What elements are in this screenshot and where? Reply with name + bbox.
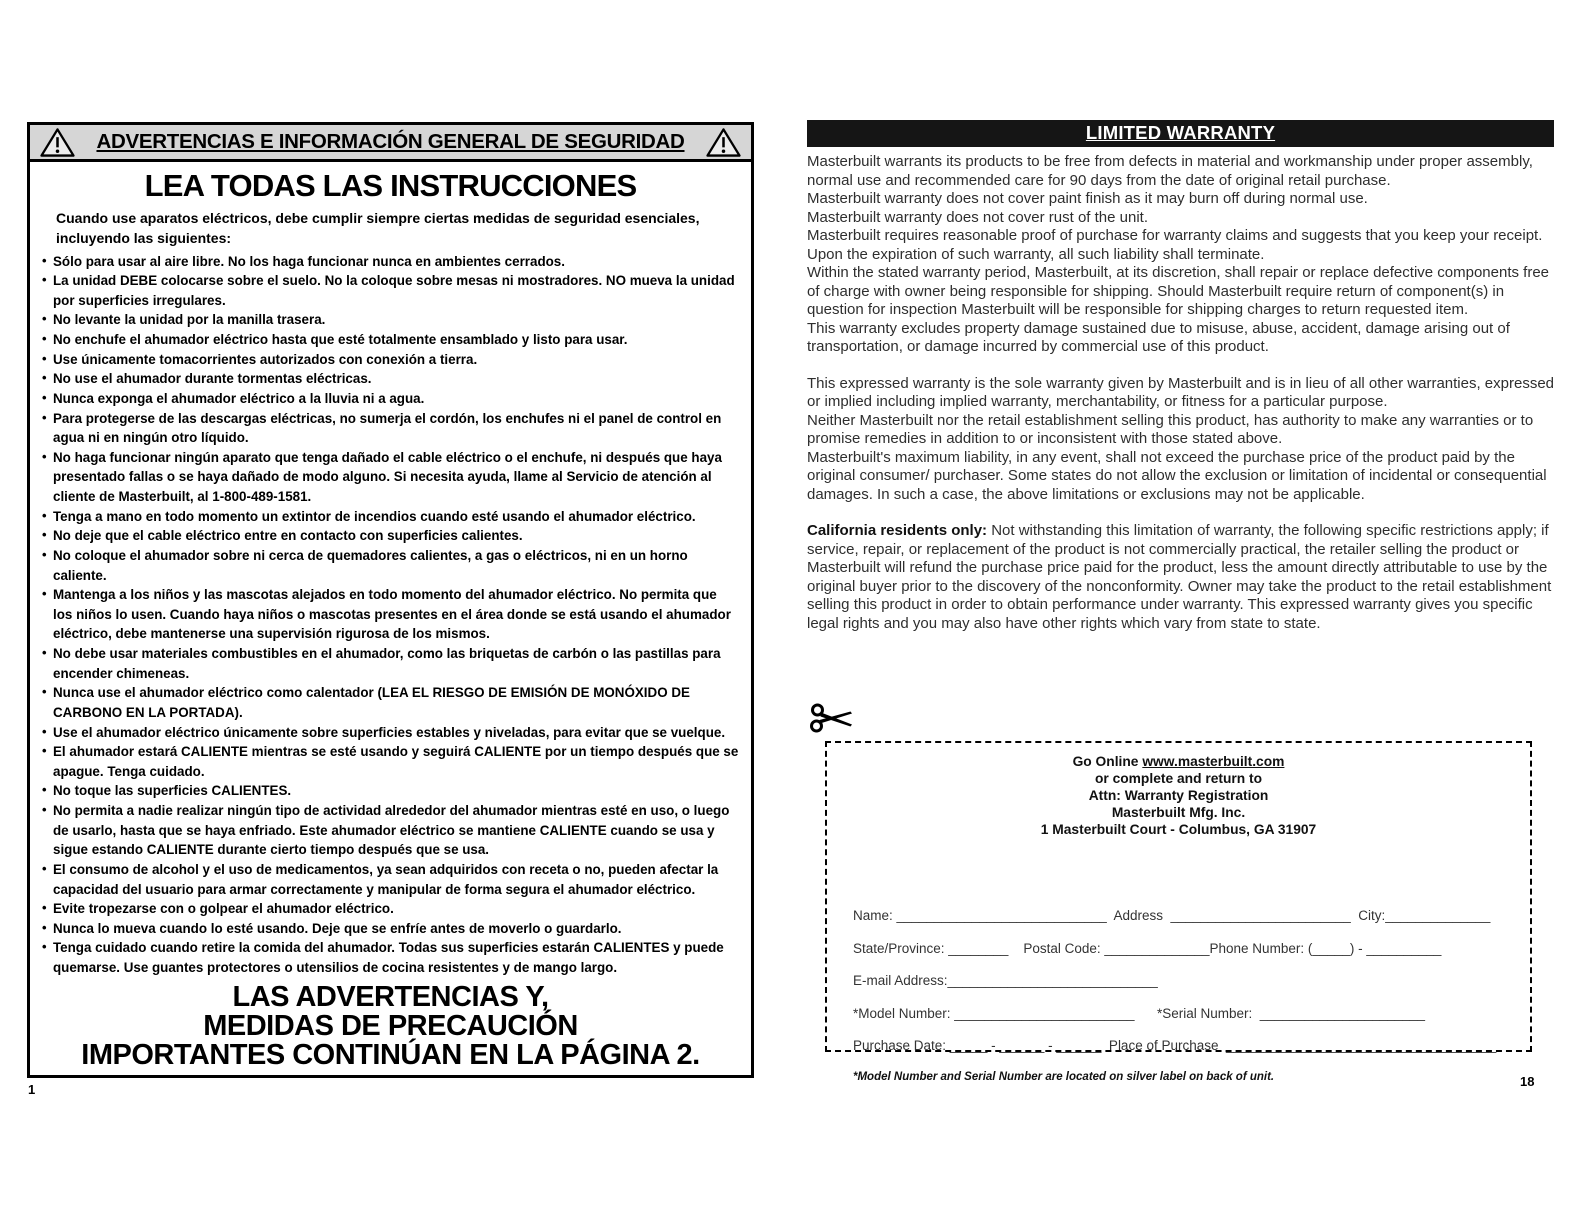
warranty-text bbox=[807, 153, 1555, 633]
warranty-line-block: This warranty excludes property damage sustained due to misuse, abuse, accident, damage arising out of transportation, or damage incurred by commercial use of this product. bbox=[807, 319, 1510, 355]
safety-bullet bbox=[42, 899, 739, 919]
safety-bullet-text: No use el ahumador durante tormentas eléctricas. bbox=[53, 371, 372, 387]
safety-bullet-text: No toque las superficies CALIENTES. bbox=[53, 783, 292, 799]
mailing-address-line: Masterbuilt Mfg. Inc. bbox=[1111, 805, 1246, 820]
safety-bullet-text: Sólo para usar al aire libre. No los haga funcionar nunca en ambientes cerrados. bbox=[53, 253, 565, 269]
safety-bullet bbox=[42, 409, 739, 448]
warranty-line-block: Masterbuilt warranty does not cover paint finish as it may burn off during normal use. bbox=[807, 190, 1368, 207]
safety-bullet-text: No enchufe el ahumador eléctrico hasta que esté totalmente ensamblado y listo para usar. bbox=[53, 332, 628, 348]
safety-body bbox=[30, 162, 751, 1112]
warranty-line-block: Masterbuilt requires reasonable proof of purchase for warranty claims and suggests that you keep your receipt. Upon the expiration of such warranty, all such liability shall terminate. bbox=[807, 227, 1543, 263]
warnings-continue-line: IMPORTANTES CONTINÚAN EN LA PÁGINA 2. bbox=[81, 1039, 700, 1071]
safety-bullet bbox=[42, 448, 739, 507]
scissors-icon bbox=[810, 700, 861, 741]
bullet-dot-icon: • bbox=[42, 743, 47, 759]
mailing-address-line: Attn: Warranty Registration bbox=[1088, 788, 1269, 803]
read-all-instructions-title: LEA TODAS LAS INSTRUCCIONES bbox=[144, 168, 637, 203]
bullet-dot-icon: • bbox=[42, 900, 47, 916]
page-number-right: 18 bbox=[1520, 1074, 1535, 1089]
safety-bullet-text: El consumo de alcohol y el uso de medicamentos, ya sean adquiridos con receta o no, pueden afectar la capacidad del usuario para armar correctamente y manipular de forma segura el ahumador eléctrico. bbox=[53, 861, 719, 897]
registration-field-line: Name: ____________________________ Address ________________________ City:______________ bbox=[853, 908, 1491, 923]
bullet-dot-icon: • bbox=[42, 370, 47, 386]
bullet-dot-icon: • bbox=[42, 802, 47, 818]
warranty-line-block: This expressed warranty is the sole warranty given by Masterbuilt and is in lieu of all other warranties, expressed or implied including implied warranty, merchantability, or fitness for a particular purpose. bbox=[807, 374, 1555, 410]
masterbuilt-url: www.masterbuilt.com bbox=[1142, 754, 1285, 769]
safety-bullet bbox=[42, 310, 739, 330]
safety-bullet-text: No haga funcionar ningún aparato que tenga dañado el cable eléctrico o el enchufe, ni después que haya presentado fallas o se haya dañado de modo alguno. Si necesita ayuda, llame al Servicio de atención al cliente de Masterbuilt, al 1-800-489-1581. bbox=[53, 449, 722, 505]
bullet-dot-icon: • bbox=[42, 272, 47, 288]
bullet-dot-icon: • bbox=[42, 645, 47, 661]
warranty-paragraph-2 bbox=[807, 375, 1555, 505]
bullet-dot-icon: • bbox=[42, 311, 47, 327]
registration-fields bbox=[853, 863, 1530, 1053]
safety-bullet-text: La unidad DEBE colocarse sobre el suelo. No la coloque sobre mesas ni mostradores. NO mueva la unidad por superficies irregulares. bbox=[53, 273, 735, 308]
bullet-dot-icon: • bbox=[42, 546, 47, 562]
safety-bullet-text: El ahumador estará CALIENTE mientras se esté usando y seguirá CALIENTE por un tiempo después que se apague. Tenga cuidado. bbox=[53, 744, 739, 779]
mailing-address-line: 1 Masterbuilt Court - Columbus, GA 31907 bbox=[1040, 822, 1317, 837]
bullet-dot-icon: • bbox=[42, 252, 47, 268]
bullet-dot-icon: • bbox=[42, 723, 47, 739]
registration-address-block bbox=[827, 753, 1530, 838]
safety-bullet-text: Nunca use el ahumador eléctrico como calentador (LEA EL RIESGO DE EMISIÓN DE MONÓXIDO DE CARBONO EN LA PORTADA). bbox=[53, 685, 690, 720]
california-residents-text: Not withstanding this limitation of warranty, the following specific restrictions apply; if service, repair, or replacement of the product is not commercially practical, the retailer selling the product or Masterbuilt will refund the purchase price paid for the product, less the amount directly attributable to use by the original buyer prior to the discovery of the nonconformity. Owner may take the product to the retail establishment selling this product in order to obtain performance under warranty. This expressed warranty gives you specific legal rights and you may also have other rights which vary from state to state. bbox=[807, 522, 1552, 632]
safety-bullet bbox=[42, 585, 739, 644]
warranty-line-block: Masterbuilt warranty does not cover rust of the unit. bbox=[807, 208, 1148, 226]
go-online-text: Go Online bbox=[1072, 754, 1143, 769]
safety-bullet bbox=[42, 919, 739, 939]
safety-bullet bbox=[42, 860, 739, 899]
bullet-dot-icon: • bbox=[42, 389, 47, 405]
safety-bullet bbox=[42, 330, 739, 350]
registration-field-line: Purchase Date: _____ - ______ - ______ Place of Purchase ____________________________________ bbox=[853, 1038, 1497, 1053]
safety-bullet bbox=[42, 369, 739, 389]
limited-warranty-header-bar bbox=[807, 120, 1554, 147]
registration-field-line: E-mail Address:____________________________ bbox=[853, 973, 1158, 988]
safety-bullet-text: Nunca exponga el ahumador eléctrico a la lluvia ni a agua. bbox=[53, 390, 425, 406]
bullet-dot-icon: • bbox=[42, 350, 47, 366]
bullet-dot-icon: • bbox=[42, 331, 47, 347]
mailing-address-line: or complete and return to bbox=[1094, 771, 1263, 786]
safety-bullet bbox=[42, 389, 739, 409]
safety-bullet bbox=[42, 644, 739, 683]
bullet-dot-icon: • bbox=[42, 939, 47, 955]
warnings-continue-line: MEDIDAS DE PRECAUCIÓN bbox=[203, 1010, 578, 1042]
registration-field-line: *Model Number: ________________________ *Serial Number: ______________________ bbox=[853, 1005, 1425, 1021]
safety-bullet bbox=[42, 723, 739, 743]
warranty-line-block: Within the stated warranty period, Masterbuilt, at its discretion, shall repair or replace defective components free of charge with owner being responsible for shipping. Should Masterbuilt require return of component(s) in question for inspection Masterbuilt will be responsible for shipping charges to return requested item. bbox=[807, 264, 1550, 318]
california-residents-paragraph bbox=[807, 522, 1555, 633]
page-number-left: 1 bbox=[28, 1082, 36, 1097]
bullet-dot-icon: • bbox=[42, 527, 47, 543]
safety-bullet-text: Tenga cuidado cuando retire la comida del ahumador. Todas sus superficies estarán CALIENTES y puede quemarse. Use guantes protectores o utensilios de cocina resistentes y de mango largo. bbox=[53, 940, 724, 976]
safety-header-title: ADVERTENCIAS E INFORMACIÓN GENERAL DE SEGURIDAD bbox=[96, 130, 685, 153]
safety-bullet-text: Nunca lo mueva cuando lo esté usando. Deje que se enfríe antes de moverlo o guardarlo. bbox=[53, 920, 622, 936]
mailing-address-lines bbox=[827, 770, 1530, 838]
safety-bullet-text: Para protegerse de las descargas eléctricas, no sumerja el cordón, los enchufes ni el panel de control en agua ni en ningún otro líquido. bbox=[53, 410, 722, 446]
safety-intro: Cuando use aparatos eléctricos, debe cumplir siempre ciertas medidas de seguridad esenciales, incluyendo las siguientes: bbox=[56, 210, 700, 247]
bullet-dot-icon: • bbox=[42, 586, 47, 602]
model-serial-footnote: *Model Number and Serial Number are located on silver label on back of unit. bbox=[853, 1070, 1275, 1083]
bullet-dot-icon: • bbox=[42, 409, 47, 425]
warnings-continue-notice bbox=[30, 983, 751, 1070]
safety-bullet bbox=[42, 683, 739, 722]
california-residents-lead: California residents only: bbox=[807, 522, 988, 539]
safety-bullet-text: No levante la unidad por la manilla trasera. bbox=[53, 312, 326, 328]
safety-bullet-text: No coloque el ahumador sobre ni cerca de quemadores calientes, a gas o eléctricos, ni en un horno caliente. bbox=[53, 547, 688, 583]
spanish-safety-page bbox=[27, 122, 754, 1078]
safety-bullet bbox=[42, 526, 739, 546]
safety-bullet-text: No debe usar materiales combustibles en el ahumador, como las briquetas de carbón o las pastillas para encender chimeneas. bbox=[53, 646, 721, 681]
warranty-registration-form bbox=[825, 741, 1532, 1083]
warning-triangle-icon bbox=[705, 127, 742, 158]
safety-bullet bbox=[42, 546, 739, 585]
registration-field-line: State/Province: ________ Postal Code: ______________Phone Number: (_____) - __________ bbox=[853, 940, 1442, 956]
go-online-line bbox=[827, 753, 1530, 770]
bullet-dot-icon: • bbox=[42, 684, 47, 700]
safety-bullet-text: Use únicamente tomacorrientes autorizados con conexión a tierra. bbox=[53, 351, 478, 367]
warning-triangle-icon bbox=[39, 127, 76, 158]
safety-bullet-text: No deje que el cable eléctrico entre en contacto con superficies calientes. bbox=[53, 528, 523, 544]
safety-bullet-text: Evite tropezarse con o golpear el ahumador eléctrico. bbox=[53, 901, 394, 917]
bullet-dot-icon: • bbox=[42, 448, 47, 464]
safety-bullet-text: Mantenga a los niños y las mascotas alejados en todo momento del ahumador eléctrico. No permita que los niños lo usen. Cuando haya niños o mascotas presentes en el área donde se está usando el ahumador eléctrico, debe mantenerse una supervisión rigurosa de los mismos. bbox=[53, 587, 731, 642]
warnings-continue-line: LAS ADVERTENCIAS Y, bbox=[232, 981, 549, 1013]
limited-warranty-title: LIMITED WARRANTY bbox=[1085, 122, 1276, 143]
safety-bullet bbox=[42, 350, 739, 370]
safety-bullet bbox=[42, 781, 739, 801]
bullet-dot-icon: • bbox=[42, 507, 47, 523]
safety-bullet bbox=[42, 938, 739, 977]
safety-bullet-text: No permita a nadie realizar ningún tipo de actividad alrededor del ahumador mientras esté en uso, o luego de usarlo, hasta que se haya enfriado. Este ahumador eléctrico se mantiene CALIENTE cuando se usa y sigue estando CALIENTE durante cierto tiempo después que se usa. bbox=[53, 803, 730, 858]
safety-bullet-text: Use el ahumador eléctrico únicamente sobre superficies estables y niveladas, para evitar que se vuelque. bbox=[53, 724, 726, 740]
safety-bullet-list bbox=[42, 252, 739, 978]
bullet-dot-icon: • bbox=[42, 919, 47, 935]
safety-bullet bbox=[42, 271, 739, 310]
warranty-line-block: Neither Masterbuilt nor the retail establishment selling this product, has authority to make any warranties or to promise remedies in addition to or inconsistent with those stated above. bbox=[807, 411, 1534, 447]
bullet-dot-icon: • bbox=[42, 860, 47, 876]
safety-bullet-text: Tenga a mano en todo momento un extintor de incendios cuando esté usando el ahumador eléctrico. bbox=[53, 508, 696, 524]
warranty-paragraph-1 bbox=[807, 153, 1555, 357]
bullet-dot-icon: • bbox=[42, 782, 47, 798]
safety-bullet bbox=[42, 252, 739, 272]
safety-bullet bbox=[42, 801, 739, 860]
warranty-line-block: Masterbuilt's maximum liability, in any event, shall not exceed the purchase price of the product paid by the original consumer/ purchaser. Some states do not allow the exclusion or limitation of incidental or consequential damages. In such a case, the above limitations or exclusions may not be applicable. bbox=[807, 448, 1547, 503]
safety-header-band bbox=[30, 125, 751, 162]
safety-bullet bbox=[42, 507, 739, 527]
safety-bullet bbox=[42, 742, 739, 781]
warranty-line-block: Masterbuilt warrants its products to be free from defects in material and workmanship under proper assembly, normal use and recommended care for 90 days from the date of original retail purchase. bbox=[807, 153, 1533, 189]
